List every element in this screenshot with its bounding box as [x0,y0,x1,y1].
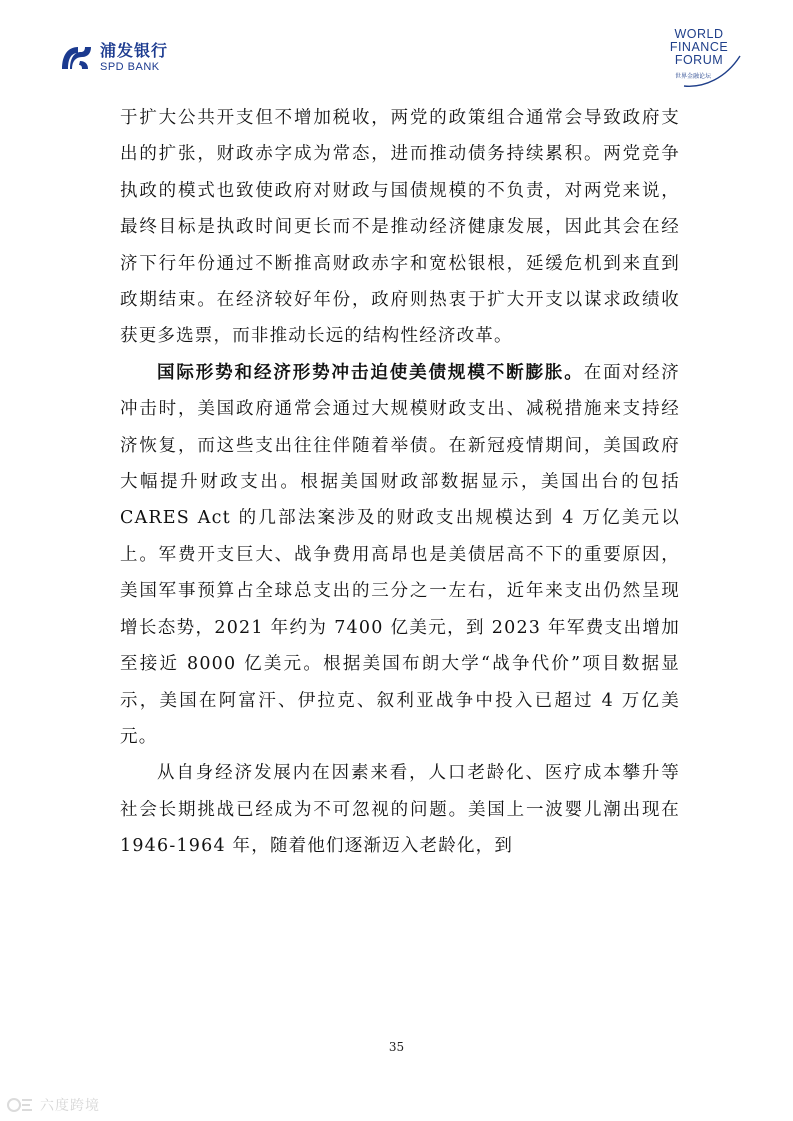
spd-bank-logo [58,43,168,73]
paragraph-3 [120,755,680,864]
paragraph-1-text: 于扩大公共开支但不增加税收，两党的政策组合通常会导致政府支出的扩张，财政赤字成为常态，进而推动债务持续累积。两党竞争执政的模式也致使政府对财政与国债规模的不负责，对两党来说，最终目标是执政时间更长而不是推动经济健康发展，因此其会在经济下行年份通过不断推高财政赤字和宽松银根，延缓危机到来直到政期结束。在经济较好年份，政府则热衷于扩大开支以谋求政绩收获更多选票，而非推动长远的结构性经济改革。 [120,108,680,347]
wff-line-world: WORLD [674,27,724,41]
world-finance-forum-logo [654,28,744,90]
wff-name-cn: 世界金融论坛 [675,73,712,80]
wff-line-finance: FINANCE [669,40,729,54]
watermark [6,1094,100,1116]
paragraph-3-text: 从自身经济发展内在因素来看，人口老龄化、医疗成本攀升等社会长期挑战已经成为不可忽视的问题。美国上一波婴儿潮出现在 1946-1964 年，随着他们逐渐迈入老龄化，到 [120,763,680,857]
paragraph-2-heading: 国际形势和经济形势冲击迫使美债规模不断膨胀。 [157,362,584,383]
watermark-text: 六度跨境 [40,1098,100,1114]
page-number: 35 [388,1040,405,1054]
paragraph-2 [120,355,680,755]
watermark-logo-icon [6,1094,36,1116]
paragraph-2-text: 在面对经济冲击时，美国政府通常会通过大规模财政支出、减税措施来支持经济恢复，而这些支出往往伴随着举债。在新冠疫情期间，美国政府大幅提升财政支出。根据美国财政部数据显示，美国出台的包括 CARES Act 的几部法案涉及的财政支出规模达到 4 万亿美元以上。军费开支巨大、战争费用高昂也是美债居高不下的重要原因，美国军事预算占全球总支出的三分之一左右，近年来支出仍然呈现增长态势，2021 年约为 7400 亿美元，到 2023 年军费支出增加至接近 8000 亿美元。根据美国布朗大学“战争代价”项目数据显示，美国在阿富汗、伊拉克、叙利亚战争中投入已超过 4 万亿美元。 [120,362,681,747]
spd-bank-name-en: SPD BANK [100,61,160,73]
document-body [120,100,680,865]
swoosh-icon [654,28,744,90]
spd-bank-logo-icon [58,43,94,73]
wff-line-forum: FORUM [674,53,724,67]
paragraph-1 [120,100,680,355]
spd-bank-name-cn: 浦发银行 [100,41,169,60]
